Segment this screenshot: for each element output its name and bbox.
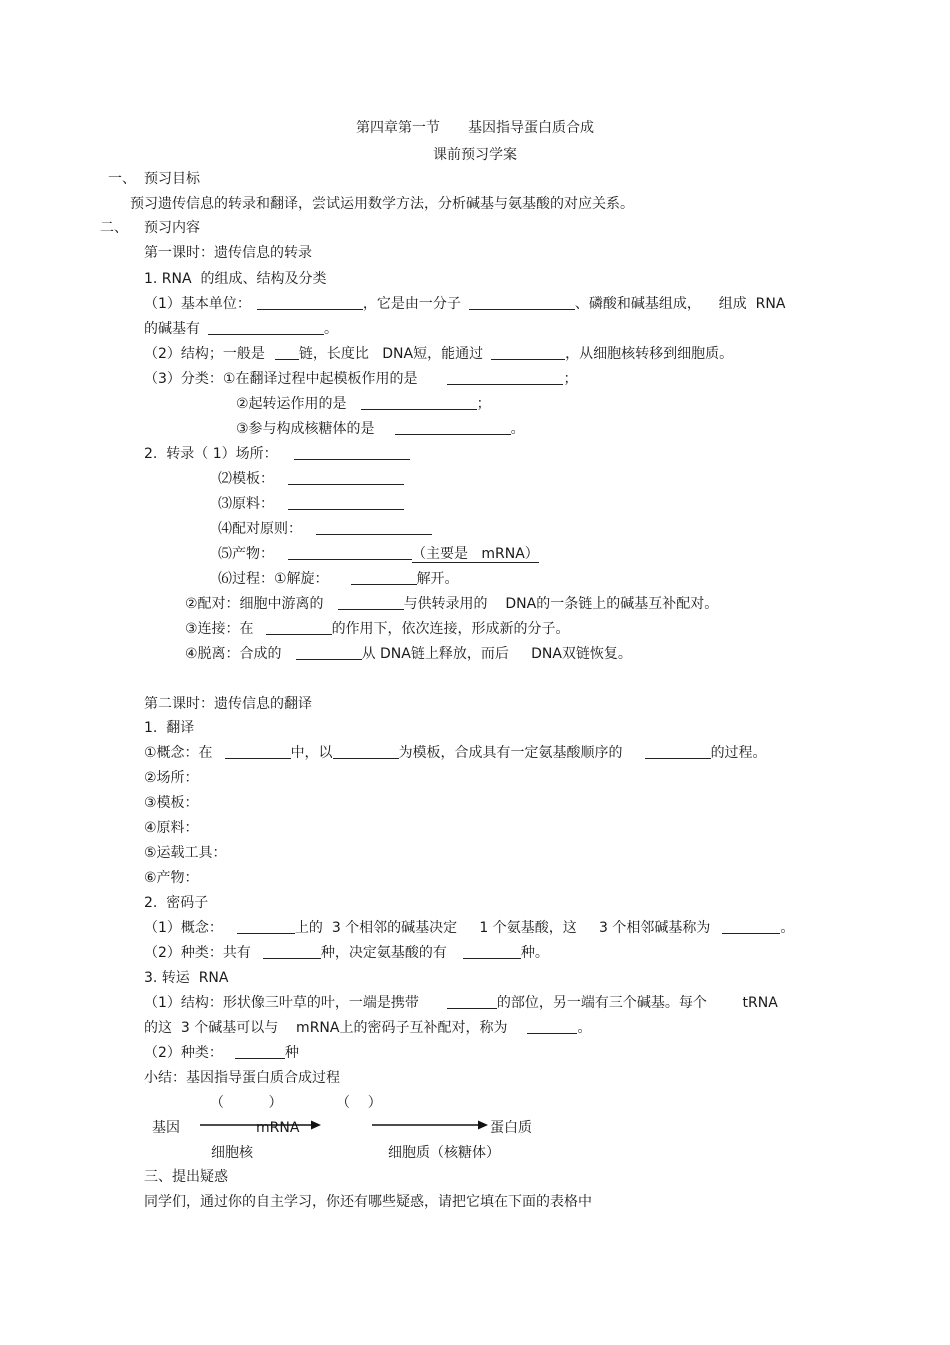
text-line: ③参与构成核糖体的是 。 bbox=[236, 421, 525, 437]
flow-gene-label: 基因 bbox=[152, 1120, 180, 1136]
section-number: 一、 bbox=[108, 171, 136, 187]
text-line: 2. 转录（ 1）场所： bbox=[144, 445, 410, 463]
section-heading: 预习内容 bbox=[144, 220, 200, 236]
arrow-translation bbox=[372, 1121, 488, 1130]
text-line: （3）分类：①在翻译过程中起模板作用的是 ； bbox=[144, 371, 578, 387]
text-line: 的这 3 个碱基可以与 mRNA上的密码子互补配对，称为 。 bbox=[144, 1020, 592, 1036]
text-line: （1）基本单位： ，它是由一分子 、磷酸和碱基组成， 组成 RNA bbox=[144, 296, 786, 312]
text-line: ②配对：细胞中游离的 与供转录用的 DNA的一条链上的碱基互补配对。 bbox=[185, 596, 719, 612]
text-line: ③连接：在 的作用下，依次连接，形成新的分子。 bbox=[185, 621, 570, 637]
text-line: （2）结构；一般是 链，长度比 DNA短，能通过 ，从细胞核转移到细胞质。 bbox=[144, 346, 734, 362]
arrow-transcription bbox=[200, 1121, 321, 1130]
item-title: 3. 转运 RNA bbox=[144, 970, 229, 986]
text-line: ③模板： bbox=[144, 795, 199, 811]
item-title: 1. 翻译 bbox=[144, 720, 195, 736]
flow-place-cytoplasm: 细胞质（核糖体） bbox=[388, 1145, 500, 1161]
text-line: ⑥产物： bbox=[144, 870, 199, 886]
text-line: ⑸产物： （主要是 mRNA） bbox=[218, 546, 539, 562]
text-line: （1）结构：形状像三叶草的叶，一端是携带 的部位，另一端有三个碱基。每个 tRNA bbox=[144, 995, 778, 1011]
text-line: ⑶原料： bbox=[218, 495, 404, 513]
text-line: 的碱基有 。 bbox=[144, 321, 338, 337]
text-line: ⑹过程：①解旋： 解开。 bbox=[218, 571, 459, 587]
flow-protein-label: 蛋白质 bbox=[490, 1120, 532, 1136]
text-line: ②场所： bbox=[144, 770, 199, 786]
text-line: ①概念：在 中，以 为模板，合成具有一定氨基酸顺序的 的过程。 bbox=[144, 745, 767, 761]
flow-blank-paren[interactable]: （ ） bbox=[336, 1095, 382, 1111]
section-heading: 三、提出疑惑 bbox=[144, 1169, 228, 1185]
text-line: ⑵模板： bbox=[218, 470, 404, 488]
section-number: 二、 bbox=[100, 220, 128, 236]
section-text: 同学们，通过你的自主学习，你还有哪些疑惑，请把它填在下面的表格中 bbox=[144, 1194, 592, 1210]
item-title: 1. RNA 的组成、结构及分类 bbox=[144, 271, 327, 287]
lesson-title: 第二课时：遗传信息的翻译 bbox=[144, 696, 312, 712]
text-line: （1）概念： 上的 3 个相邻的碱基决定 1 个氨基酸，这 3 个相邻碱基称为 。 bbox=[144, 920, 795, 936]
section-heading: 预习目标 bbox=[144, 171, 200, 187]
text-line: （2）种类： 种 bbox=[144, 1045, 299, 1061]
flow-place-nucleus: 细胞核 bbox=[211, 1145, 253, 1161]
text-line: （2）种类：共有 种，决定氨基酸的有 种。 bbox=[144, 945, 549, 961]
flow-mrna-label: mRNA bbox=[256, 1120, 300, 1136]
flow-blank-paren[interactable]: （ ） bbox=[210, 1095, 283, 1111]
text-line: ⑷配对原则： bbox=[218, 520, 432, 538]
text-line: ④脱离：合成的 从 DNA链上释放，而后 DNA双链恢复。 bbox=[185, 646, 632, 662]
page-subtitle: 课前预习学案 bbox=[433, 147, 517, 163]
summary-title: 小结：基因指导蛋白质合成过程 bbox=[144, 1070, 340, 1086]
text-line: ④原料： bbox=[144, 820, 199, 836]
section-text: 预习遗传信息的转录和翻译，尝试运用数学方法，分析碱基与氨基酸的对应关系。 bbox=[130, 196, 634, 212]
page-title: 第四章第一节 基因指导蛋白质合成 bbox=[356, 120, 594, 136]
lesson-title: 第一课时：遗传信息的转录 bbox=[144, 245, 312, 261]
text-line: ②起转运作用的是 ； bbox=[236, 396, 491, 412]
item-title: 2. 密码子 bbox=[144, 895, 209, 911]
text-line: ⑤运载工具： bbox=[144, 845, 227, 861]
